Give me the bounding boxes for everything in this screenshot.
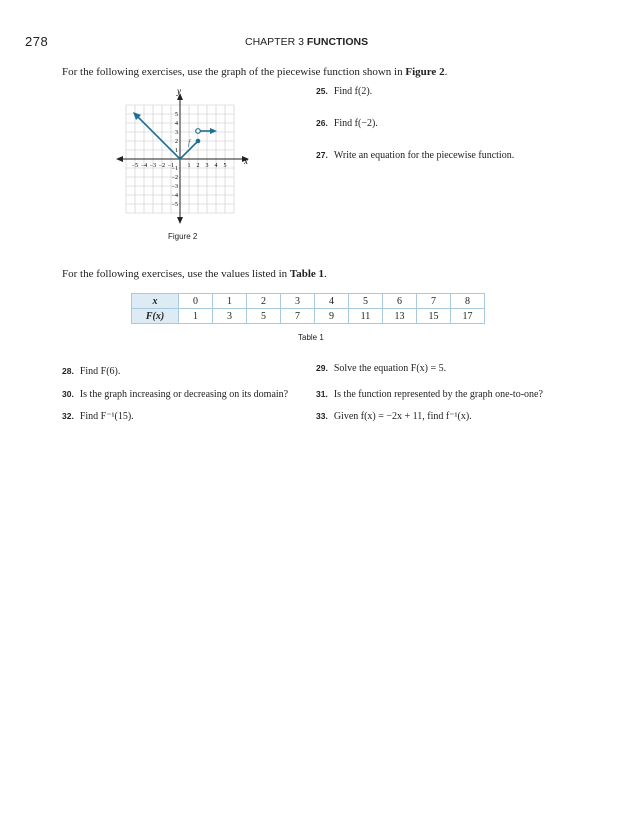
exercise-28 [62, 366, 120, 377]
y-tick-label: −3 [171, 184, 178, 190]
exercise-31 [316, 389, 543, 400]
exercise-number: 29. [316, 363, 328, 373]
y-tick-label: −4 [171, 193, 178, 199]
table-cell: 3 [281, 294, 315, 309]
exercise-29 [316, 363, 446, 374]
closed-dot [196, 139, 201, 144]
x-tick-label: 5 [223, 163, 227, 169]
table-cell: 0 [179, 294, 213, 309]
x-tick-label: −4 [140, 163, 148, 169]
exercise-text: Is the graph increasing or decreasing on its domain? [79, 389, 289, 400]
table-cell: 13 [383, 309, 417, 324]
exercise-32 [62, 411, 134, 422]
x-tick-label: 2 [196, 163, 200, 169]
exercise-26 [316, 118, 378, 129]
table-cell: 1 [213, 294, 247, 309]
exercise-text: Is the function represented by the graph one-to-one? [333, 389, 543, 400]
y-tick-label: −1 [171, 166, 178, 172]
x-tick-label: 1 [187, 163, 191, 169]
open-dot [196, 129, 201, 134]
exercise-text: Find F(6). [79, 366, 121, 377]
running-head [245, 36, 368, 48]
f-label: f [188, 138, 191, 147]
exercise-number: 28. [62, 366, 74, 376]
exercise-text: Find F⁻¹(15). [79, 411, 134, 422]
figure-2-graph [110, 86, 255, 228]
figure-caption: Figure 2 [168, 232, 198, 241]
exercise-number: 25. [316, 86, 328, 96]
y-tick-label: −5 [171, 202, 178, 208]
figure-reference: Figure 2 [405, 66, 445, 78]
exercise-text: Solve the equation F(x) = 5. [333, 363, 447, 374]
table-cell: 15 [417, 309, 451, 324]
table-cell: 1 [179, 309, 213, 324]
exercise-33 [316, 411, 472, 422]
y-tick-label: 3 [175, 130, 178, 136]
exercise-number: 26. [316, 118, 328, 128]
table-cell: 5 [247, 309, 281, 324]
y-axis-label: y [177, 86, 181, 96]
x-tick-label: −5 [131, 163, 139, 169]
page-number: 278 [25, 34, 49, 49]
y-tick-label: −2 [171, 175, 178, 181]
exercise-30 [62, 389, 288, 400]
y-tick-labels [172, 112, 178, 208]
exercise-number: 33. [316, 411, 328, 421]
table-caption: Table 1 [298, 333, 324, 342]
exercise-number: 32. [62, 411, 74, 421]
chapter-title: FUNCTIONS [306, 36, 369, 48]
section1-intro-end: . [444, 66, 448, 78]
table-cell: 9 [315, 309, 349, 324]
table-header-x: x [132, 294, 179, 309]
table-cell: 7 [417, 294, 451, 309]
table-row-fx [132, 309, 485, 324]
table-header-fx: F(x) [132, 309, 179, 324]
section1-intro [62, 66, 447, 78]
exercise-27 [316, 150, 514, 161]
exercise-text: Find f(−2). [333, 118, 378, 129]
x-tick-label: −1 [167, 163, 175, 169]
table-cell: 4 [315, 294, 349, 309]
y-tick-label: 1 [175, 148, 178, 154]
table-cell: 17 [451, 309, 485, 324]
x-tick-label: −2 [158, 163, 166, 169]
section2-intro [62, 268, 327, 280]
table-cell: 2 [247, 294, 281, 309]
y-tick-label: 5 [175, 112, 178, 118]
table-cell: 6 [383, 294, 417, 309]
left-ray [137, 116, 180, 159]
exercise-text: Find f(2). [333, 86, 373, 97]
table-row-x [132, 294, 485, 309]
chapter-label: CHAPTER 3 [245, 36, 304, 48]
y-tick-label: 2 [175, 139, 178, 145]
graph-axes [116, 93, 249, 224]
exercise-number: 31. [316, 389, 328, 399]
table-cell: 8 [451, 294, 485, 309]
table-cell: 7 [281, 309, 315, 324]
section2-intro-end: . [324, 268, 327, 280]
section2-intro-text: For the following exercises, use the values listed in [62, 268, 290, 280]
x-tick-label: 4 [214, 163, 218, 169]
exercise-25 [316, 86, 372, 97]
table-cell: 3 [213, 309, 247, 324]
y-tick-label: 4 [175, 121, 178, 127]
table-cell: 11 [349, 309, 383, 324]
x-tick-label: 3 [205, 163, 209, 169]
exercise-text: Given f(x) = −2x + 11, find f⁻¹(x). [333, 411, 472, 422]
table-reference: Table 1 [289, 268, 325, 280]
exercise-number: 27. [316, 150, 328, 160]
table-cell: 5 [349, 294, 383, 309]
exercise-text: Write an equation for the piecewise function. [333, 150, 515, 161]
section1-intro-text: For the following exercises, use the graph of the piecewise function shown in [62, 66, 406, 78]
exercise-number: 30. [62, 389, 74, 399]
x-axis-label: x [244, 156, 248, 166]
x-tick-label: −3 [149, 163, 157, 169]
values-table [131, 293, 485, 324]
